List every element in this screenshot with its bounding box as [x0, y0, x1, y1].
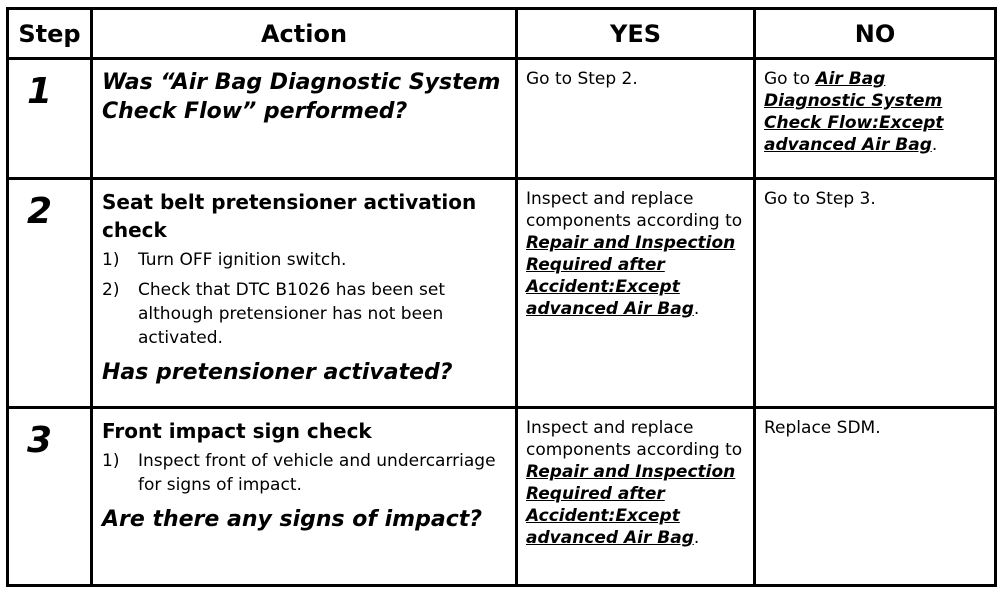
table-row: [8, 179, 996, 408]
yes-prefix: Inspect and replace components according to: [526, 189, 743, 231]
step-question: Was “Air Bag Diagnostic System Check Flow” performed?: [102, 70, 501, 124]
yes-link[interactable]: Repair and Inspection Required after Accident:Except advanced Air Bag: [526, 462, 736, 548]
no-prefix: Go to: [764, 69, 816, 89]
table-row: [8, 408, 996, 586]
step-title: Front impact sign check: [102, 419, 372, 443]
header-step: Step: [8, 9, 92, 59]
header-row: [8, 9, 996, 59]
no-cell: [755, 408, 996, 586]
step-number: 2: [27, 191, 53, 232]
no-text: Replace SDM.: [764, 418, 881, 438]
yes-prefix: Inspect and replace components according to: [526, 418, 743, 460]
no-link[interactable]: Air Bag Diagnostic System Check Flow:Except advanced Air Bag: [764, 69, 944, 155]
no-text: Go to Step 3.: [764, 189, 876, 209]
step-cell: [8, 59, 92, 179]
substep-list: [102, 449, 507, 497]
yes-suffix: .: [693, 299, 700, 319]
table-row: [8, 59, 996, 179]
action-cell: [92, 59, 517, 179]
header-yes: YES: [517, 9, 755, 59]
step-cell: [8, 179, 92, 408]
yes-cell: [517, 408, 755, 586]
action-cell: [92, 408, 517, 586]
step-title: Seat belt pretensioner activation check: [102, 190, 477, 242]
no-cell: [755, 59, 996, 179]
header-action: Action: [92, 9, 517, 59]
substep-item: 2) Check that DTC B1026 has been set although pretensioner has not been activated.: [102, 280, 446, 348]
step-question: Has pretensioner activated?: [102, 360, 453, 385]
yes-link[interactable]: Repair and Inspection Required after Accident:Except advanced Air Bag: [526, 233, 736, 319]
step-cell: [8, 408, 92, 586]
step-number: 1: [27, 71, 53, 112]
header-no: NO: [755, 9, 996, 59]
yes-text: Go to Step 2.: [526, 69, 638, 89]
no-suffix: .: [931, 135, 938, 155]
action-cell: [92, 179, 517, 408]
no-cell: [755, 179, 996, 408]
yes-suffix: .: [693, 528, 700, 548]
yes-cell: [517, 179, 755, 408]
substep-item: 1) Inspect front of vehicle and undercarriage for signs of impact.: [102, 451, 496, 495]
yes-cell: [517, 59, 755, 179]
substep-item: 1) Turn OFF ignition switch.: [102, 250, 347, 270]
diagnostic-table: [6, 7, 997, 587]
substep-list: [102, 248, 507, 350]
step-number: 3: [27, 420, 53, 461]
step-question: Are there any signs of impact?: [102, 507, 483, 532]
